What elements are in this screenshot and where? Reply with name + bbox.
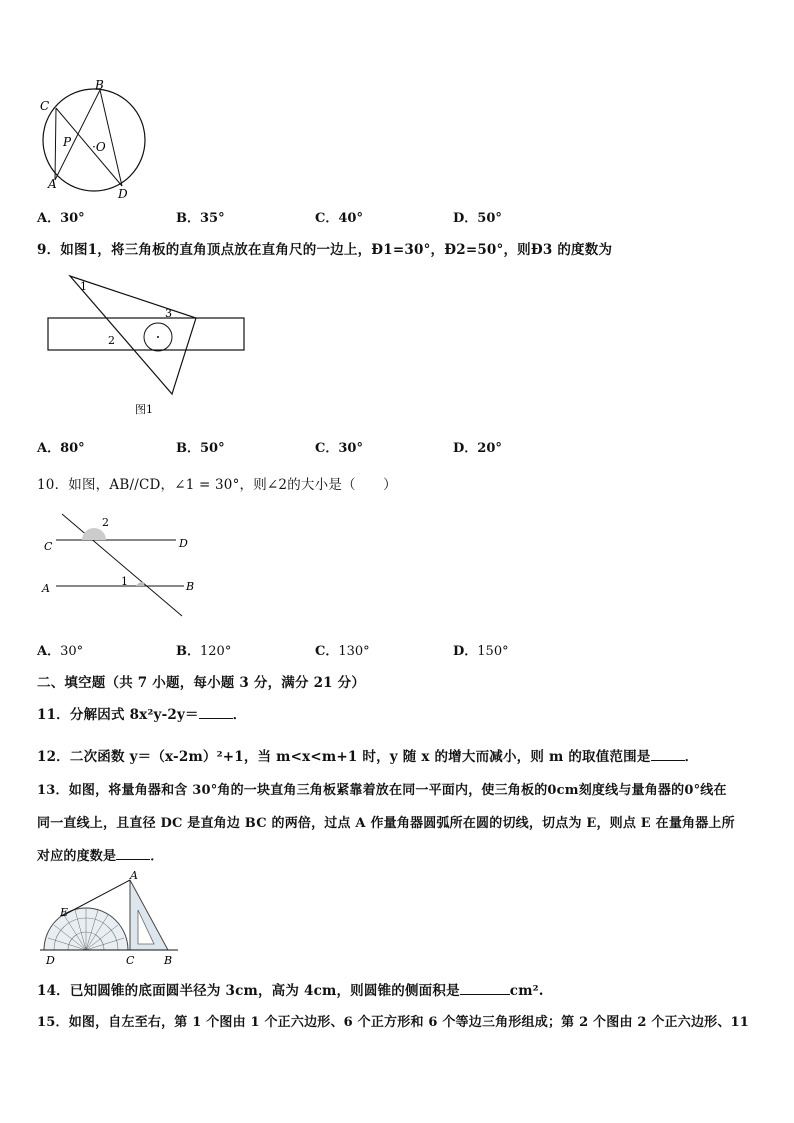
q13-line-3: 对应的度数是 ． bbox=[37, 849, 164, 864]
label-D: D bbox=[46, 954, 55, 967]
q10-option-d[interactable]: D．150° bbox=[453, 644, 509, 659]
angle-1-label: 1 bbox=[121, 575, 128, 588]
q13-line-2: 同一直线上，且直径 DC 是直角边 BC 的两倍，过点 A 作量角器圆弧所在圆的切线，切点为 E，则点 E 在量角器上所 bbox=[37, 816, 735, 831]
circle-figure bbox=[30, 76, 160, 206]
parallel-lines-figure bbox=[36, 508, 206, 626]
label-A: A bbox=[42, 582, 50, 595]
label-C: C bbox=[44, 540, 53, 553]
ruler-triangle-figure bbox=[40, 270, 260, 420]
angle-2-label: 2 bbox=[108, 334, 115, 347]
angle-2-label: 2 bbox=[102, 516, 109, 529]
angle-3-label: 3 bbox=[165, 307, 172, 320]
label-C: C bbox=[126, 954, 135, 967]
q10-option-c[interactable]: C．130° bbox=[315, 644, 370, 659]
label-A: A bbox=[130, 870, 138, 882]
q8-option-d[interactable]: D．50° bbox=[453, 211, 502, 226]
q10-option-a[interactable]: A．30° bbox=[37, 644, 84, 659]
label-B: B bbox=[186, 580, 195, 593]
section-2-title: 二、填空题（共 7 小题，每小题 3 分，满分 21 分） bbox=[37, 675, 366, 691]
q10-text: 10．如图，AB//CD，∠1 = 30°，则∠2的大小是（ ） bbox=[37, 477, 397, 493]
q9-text: 9．如图1，将三角板的直角顶点放在直角尺的一边上，Ð1=30°，Ð2=50°，则Ð3 的度数为 bbox=[37, 242, 613, 258]
angle-1-label: 1 bbox=[80, 280, 87, 293]
q8-option-c[interactable]: C．40° bbox=[315, 211, 363, 226]
q15-text: 15．如图，自左至右，第 1 个图由 1 个正六边形、6 个正方形和 6 个等边三角形组成；第 2 个图由 2 个正六边形、11 bbox=[37, 1015, 750, 1030]
q12-text: 12．二次函数 y＝（x-2m）²+1，当 m<x<m+1 时，y 随 x 的增大而减小，则 m 的取值范围是 ． bbox=[37, 749, 699, 765]
q9-option-b[interactable]: B．50° bbox=[176, 441, 225, 456]
q9-option-d[interactable]: D．20° bbox=[453, 441, 502, 456]
q10-option-b[interactable]: B．120° bbox=[176, 644, 232, 659]
label-D: D bbox=[118, 187, 128, 201]
q11-answer-blank[interactable] bbox=[199, 706, 233, 719]
q9-option-a[interactable]: A．80° bbox=[37, 441, 85, 456]
label-A: A bbox=[48, 177, 57, 191]
label-B: B bbox=[164, 954, 173, 967]
label-E: E bbox=[60, 906, 69, 919]
label-C: C bbox=[40, 99, 50, 113]
figure-caption: 图1 bbox=[135, 403, 153, 416]
q8-option-b[interactable]: B．35° bbox=[176, 211, 225, 226]
protractor-triangle-figure bbox=[38, 870, 188, 970]
q12-answer-blank[interactable] bbox=[651, 748, 685, 761]
q14-answer-blank[interactable] bbox=[460, 982, 510, 995]
label-B: B bbox=[95, 78, 104, 92]
q13-line-1: 13．如图，将量角器和含 30°角的一块直角三角板紧靠着放在同一平面内，使三角板的0cm刻度线与量角器的0°线在 bbox=[37, 783, 727, 798]
label-P: P bbox=[63, 135, 72, 149]
q8-option-a[interactable]: A．30° bbox=[37, 211, 85, 226]
q9-option-c[interactable]: C．30° bbox=[315, 441, 363, 456]
label-D: D bbox=[179, 537, 188, 550]
q11-text: 11．分解因式 8x²y-2y＝ ． bbox=[37, 707, 247, 723]
label-O: ·O bbox=[92, 140, 106, 154]
q14-text: 14．已知圆锥的底面圆半径为 3cm，高为 4cm，则圆锥的侧面积是 cm². bbox=[37, 983, 544, 999]
q13-answer-blank[interactable] bbox=[116, 847, 150, 860]
